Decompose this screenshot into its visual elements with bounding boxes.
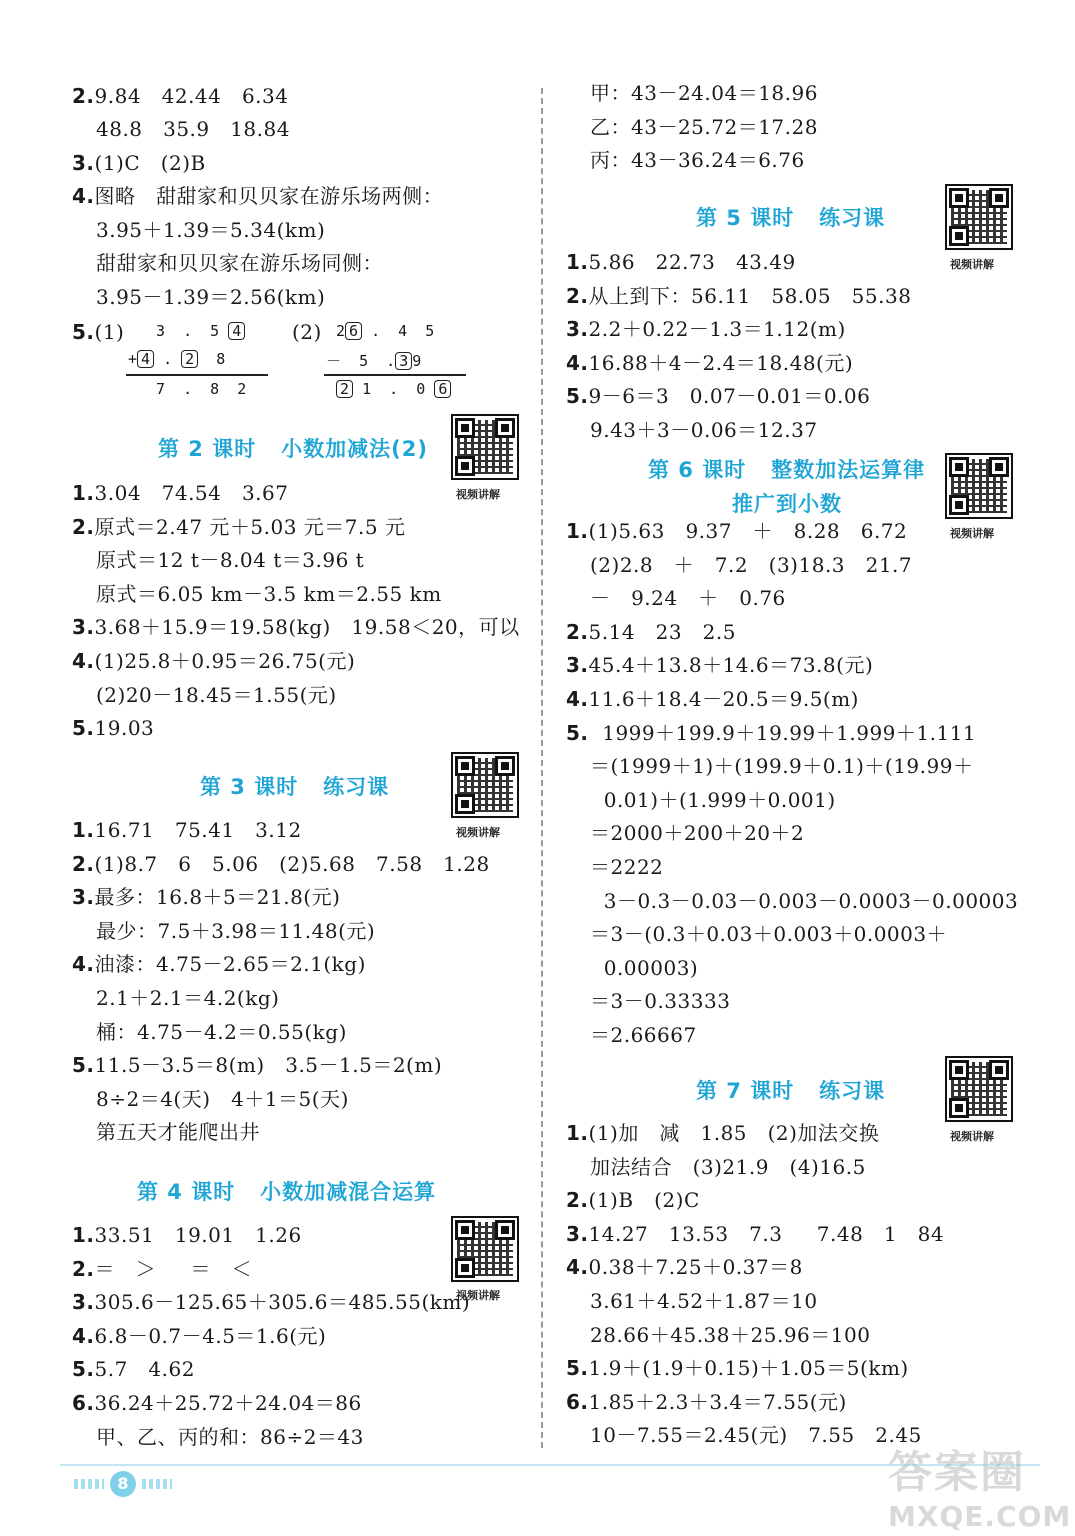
answer-text: 45.4＋13.8＋14.6＝73.8(元)	[588, 653, 874, 678]
watermark-logo-text: 答案圈	[888, 1447, 1026, 1498]
question-number: 4.	[72, 649, 95, 673]
answer-text: 3－0.3－0.03－0.003－0.0003－0.00003	[590, 888, 1019, 913]
question-number: 1.	[72, 818, 95, 842]
question-number: 2.	[566, 283, 589, 308]
answer-line	[72, 1324, 326, 1348]
answer-text: 11.6＋18.4－20.5＝9.5(m)	[588, 687, 859, 711]
answer-text: 5.7 4.62	[94, 1357, 195, 1382]
qr-caption: 视频讲解	[950, 1130, 994, 1143]
answer-text: 5.86 22.73 43.49	[588, 250, 796, 274]
answer-text: 16.71 75.41 3.12	[94, 818, 302, 842]
answer-line	[96, 1087, 349, 1111]
calc2-rule	[324, 374, 466, 376]
answer-line	[590, 855, 663, 879]
answer-line	[590, 821, 804, 845]
question-number: 2.	[566, 1188, 589, 1213]
lesson-heading: 第 7 课时 练习课	[696, 1079, 886, 1103]
answer-text: (1)加 减 1.85 (2)加法交换	[588, 1121, 880, 1145]
qr-caption: 视频讲解	[950, 527, 994, 540]
question-number: 4.	[566, 1255, 589, 1280]
answer-text: 原式＝6.05 km－3.5 km＝2.55 km	[96, 581, 442, 606]
question-number: 5.	[72, 1357, 95, 1382]
qr-code-icon[interactable]	[945, 453, 1013, 519]
answer-text: 2.1＋2.1＝4.2(kg)	[96, 986, 280, 1010]
answer-text: 0.01)＋(1.999＋0.001)	[590, 787, 836, 812]
answer-line	[72, 885, 340, 909]
qr-code-icon[interactable]	[451, 1216, 519, 1282]
answer-line	[96, 986, 279, 1010]
part-label: (1)	[94, 320, 125, 344]
answer-line	[566, 1356, 909, 1380]
answer-text: 0.00003)	[590, 955, 699, 980]
question-number: 2.	[72, 1256, 95, 1281]
answer-text: 1999＋199.9＋19.99＋1.999＋1.111	[588, 720, 977, 745]
answer-line: 3.95－1.39＝2.56(km)	[96, 285, 326, 309]
answer-text: ＝2.66667	[590, 1023, 697, 1047]
watermark	[888, 1436, 1072, 1533]
question-number: 4.	[72, 1323, 95, 1348]
answer-box: 6	[434, 380, 451, 398]
decor-dots	[142, 1479, 172, 1489]
lesson-heading: 第 4 课时 小数加减混合运算	[137, 1180, 437, 1204]
answer-line	[72, 615, 520, 639]
question-number: 5.	[72, 1053, 95, 1078]
lesson-heading: 第 2 课时 小数加减法(2)	[158, 437, 428, 461]
answer-line: 丙：43－36.24＝6.76	[590, 148, 805, 173]
answer-line	[590, 418, 818, 442]
answer-line	[566, 519, 907, 543]
answer-text: ＝2222	[590, 855, 664, 879]
answer-text: 28.66＋45.38＋25.96＝100	[590, 1322, 871, 1347]
answer-line	[96, 1120, 260, 1144]
answer-line	[566, 653, 873, 677]
question-number: 4.	[566, 687, 589, 711]
question-number: 3.	[72, 1290, 95, 1315]
answer-line	[72, 1257, 252, 1281]
answer-line	[566, 1121, 879, 1145]
question-number: 6.	[72, 1391, 95, 1415]
answer-text: (1)C (2)B	[94, 151, 206, 175]
qr-code-icon[interactable]	[945, 1056, 1013, 1122]
part-label: (2)	[292, 320, 322, 344]
answer-text: 桶：4.75－4.2＝0.55(kg)	[96, 1019, 347, 1044]
question-number: 1.	[566, 1121, 589, 1145]
lesson-heading-line2: 推广到小数	[732, 492, 842, 516]
question-number: 4.	[72, 184, 95, 208]
calc1-result: 7 . 8 2	[156, 380, 247, 398]
answer-line	[590, 553, 912, 577]
answer-line: 3.95＋1.39＝5.34(km)	[96, 218, 326, 242]
answer-line	[72, 184, 443, 208]
answer-line	[590, 989, 730, 1013]
answer-text: (2)20－18.45＝1.55(元)	[96, 682, 337, 707]
answer-text: 5.14 23 2.5	[588, 619, 736, 644]
answer-line	[72, 84, 288, 108]
answer-text: 原式＝2.47 元＋5.03 元＝7.5 元	[94, 514, 406, 539]
question-number: 3.	[566, 653, 589, 678]
question-number: 3.	[566, 317, 589, 342]
answer-text: ＝(1999＋1)＋(199.9＋0.1)＋(19.99＋	[590, 754, 974, 779]
question-number: 3.	[566, 1221, 589, 1246]
answer-line	[566, 1188, 700, 1212]
answer-text: ＝3－0.33333	[590, 989, 731, 1014]
answer-line	[566, 250, 796, 274]
question-number: 3.	[72, 885, 95, 910]
answer-line	[590, 1289, 818, 1313]
answer-text: 36.24＋25.72＋24.04＝86	[94, 1391, 362, 1415]
answer-box: 6	[345, 322, 362, 340]
answer-text: (1)8.7 6 5.06 (2)5.68 7.58 1.28	[94, 851, 490, 876]
answer-line	[566, 317, 846, 341]
column-divider	[541, 88, 543, 1448]
answer-text: 2.2＋0.22－1.3＝1.12(m)	[588, 317, 846, 342]
answer-line	[96, 1425, 364, 1449]
answer-text: 305.6－125.65＋305.6＝485.55(km)	[94, 1290, 471, 1315]
question-number: 5.	[566, 720, 589, 745]
question-number: 2.	[72, 851, 95, 876]
calc2-row2: － 5 . 3 9	[326, 352, 422, 370]
calc1-rule	[126, 374, 268, 376]
answer-line	[566, 1222, 944, 1246]
answer-line: 乙：43－25.72＝17.28	[590, 114, 818, 139]
answer-line	[96, 683, 337, 707]
calc2-result: 2 1 . 0 6	[336, 380, 451, 398]
answer-box: 4	[137, 350, 154, 368]
question-number: 5.	[72, 320, 95, 344]
answer-line: 48.8 35.9 18.84	[96, 117, 290, 141]
answer-text: (1)B (2)C	[588, 1188, 700, 1213]
answer-text: 1.85＋2.3＋3.4＝7.55(元)	[588, 1389, 847, 1414]
qr-caption: 视频讲解	[456, 826, 500, 839]
answer-text: 9－6＝3 0.07－0.01＝0.06	[588, 384, 871, 409]
answer-text: 16.88＋4－2.4＝18.48(元)	[588, 350, 854, 375]
answer-line	[590, 922, 947, 946]
question-number: 3.	[72, 151, 95, 175]
answer-line	[72, 716, 154, 740]
lesson-heading: 第 6 课时 整数加法运算律	[648, 458, 926, 482]
answer-line	[72, 1223, 302, 1247]
answer-line	[590, 956, 698, 980]
question-number: 1.	[72, 1223, 95, 1247]
answer-text: 原式＝12 t－8.04 t＝3.96 t	[96, 548, 365, 573]
answer-line	[566, 384, 870, 408]
answer-box: 4	[228, 322, 245, 340]
answer-line	[72, 952, 366, 976]
answer-line	[72, 1391, 362, 1415]
answer-line	[566, 1255, 803, 1279]
answer-text: 甲、乙、丙的和：86÷2＝43	[96, 1424, 364, 1449]
answer-text: 图略 甜甜家和贝贝家在游乐场两侧：	[94, 184, 444, 208]
answer-box: 3	[395, 352, 412, 370]
answer-line	[566, 1390, 847, 1414]
question-number: 5.	[566, 1356, 589, 1381]
answer-line	[72, 1357, 195, 1381]
answer-line	[96, 919, 375, 943]
answer-text: 9.43＋3－0.06＝12.37	[590, 418, 818, 442]
question-number: 5.	[72, 716, 95, 741]
answer-line	[590, 1023, 697, 1047]
answer-text: 加法结合 (3)21.9 (4)16.5	[590, 1154, 866, 1179]
answer-line	[590, 1323, 870, 1347]
answer-text: 0.38＋7.25＋0.37＝8	[588, 1255, 803, 1280]
answer-line	[96, 1020, 347, 1044]
question-number: 5.	[566, 384, 589, 409]
answer-text: 3.04 74.54 3.67	[94, 481, 289, 505]
question-number: 1.	[72, 481, 95, 505]
answer-text: 9.84 42.44 6.34	[94, 84, 289, 108]
answer-text: 10－7.55＝2.45(元) 7.55 2.45	[590, 1423, 922, 1448]
question-number: 2.	[566, 619, 589, 644]
question-number: 3.	[72, 615, 95, 640]
qr-caption: 视频讲解	[456, 1289, 500, 1302]
question-number: 2.	[72, 514, 95, 539]
answer-line	[72, 1290, 470, 1314]
answer-text: (2)2.8 ＋ 7.2 (3)18.3 21.7	[590, 552, 913, 577]
answer-line	[72, 481, 288, 505]
question-number: 4.	[72, 952, 95, 977]
answer-text: 8÷2＝4(天) 4＋1＝5(天)	[96, 1086, 349, 1111]
answer-text: 最少：7.5＋3.98＝11.48(元)	[96, 918, 376, 943]
answer-text: (1)25.8＋0.95＝26.75(元)	[94, 649, 356, 673]
answer-line	[96, 582, 442, 606]
lesson-heading: 第 3 课时 练习课	[200, 775, 390, 799]
question-number: 1.	[566, 519, 589, 543]
answer-text: 6.8－0.7－4.5＝1.6(元)	[94, 1323, 327, 1348]
question-number: 6.	[566, 1389, 589, 1414]
answer-line	[566, 721, 976, 745]
qr-code-icon[interactable]	[451, 414, 519, 480]
question-number: 2.	[72, 84, 95, 108]
qr-code-icon[interactable]	[945, 184, 1013, 250]
answer-text: ＝ ＞ ＝ ＜	[94, 1256, 252, 1281]
answer-text: 最多：16.8＋5＝21.8(元)	[94, 885, 341, 910]
question-number: 1.	[566, 250, 589, 274]
answer-line	[72, 852, 490, 876]
answer-line: 甲：43－24.04＝18.96	[590, 81, 818, 105]
answer-line	[72, 1053, 442, 1077]
calc1-row1: 3 . 5 4	[156, 322, 245, 340]
answer-text: (1)5.63 9.37 ＋ 8.28 6.72	[588, 519, 908, 543]
answer-line	[590, 586, 786, 610]
answer-line	[590, 1423, 922, 1447]
qr-caption: 视频讲解	[950, 258, 994, 271]
answer-text: 从上到下：56.11 58.05 55.38	[588, 283, 912, 308]
answer-line: 甜甜家和贝贝家在游乐场同侧：	[96, 251, 383, 275]
calc2-row1: 2 6 . 4 5	[336, 322, 435, 340]
answer-line	[72, 151, 206, 175]
answer-text: 油漆：4.75－2.65＝2.1(kg)	[94, 952, 366, 977]
answer-text: ＝3－(0.3＋0.03＋0.003＋0.0003＋	[590, 922, 948, 947]
answer-box: 2	[336, 380, 353, 398]
answer-line	[566, 687, 859, 711]
answer-line	[566, 351, 853, 375]
answer-line	[72, 649, 355, 673]
answer-line	[566, 284, 911, 308]
answer-text: 3.68＋15.9＝19.58(kg) 19.58＜20，可以	[94, 615, 520, 640]
answer-line	[72, 515, 405, 539]
answer-line	[590, 788, 836, 812]
answer-text: 11.5－3.5＝8(m) 3.5－1.5＝2(m)	[94, 1053, 443, 1078]
answer-text: 19.03	[94, 716, 155, 741]
answer-line	[590, 754, 973, 778]
question-number: 4.	[566, 350, 589, 375]
page-number-badge	[70, 1471, 175, 1499]
answer-line	[566, 620, 736, 644]
watermark-url: MXQE.COM	[888, 1500, 1072, 1533]
answer-line	[72, 320, 124, 344]
lesson-heading: 第 5 课时 练习课	[696, 206, 886, 230]
qr-code-icon[interactable]	[451, 752, 519, 818]
answer-box: 2	[181, 350, 198, 368]
answer-text: ＝2000＋200＋20＋2	[590, 821, 805, 846]
answer-text: 33.51 19.01 1.26	[94, 1223, 302, 1247]
qr-caption: 视频讲解	[456, 488, 500, 501]
page-number: 8	[110, 1471, 136, 1497]
answer-line	[590, 1155, 866, 1179]
answer-text: － 9.24 ＋ 0.76	[590, 586, 786, 611]
calc1-row2: + 4 . 2 8	[128, 350, 226, 368]
decor-dots	[74, 1479, 104, 1489]
answer-line	[96, 548, 364, 572]
answer-text: 14.27 13.53 7.3 7.48 1 84	[588, 1221, 945, 1246]
answer-line	[72, 818, 302, 842]
answer-line	[590, 889, 1018, 913]
answer-text: 3.61＋4.52＋1.87＝10	[590, 1289, 818, 1313]
answer-text: 第五天才能爬出井	[96, 1120, 260, 1145]
answer-text: 1.9＋(1.9＋0.15)＋1.05＝5(km)	[588, 1356, 909, 1381]
